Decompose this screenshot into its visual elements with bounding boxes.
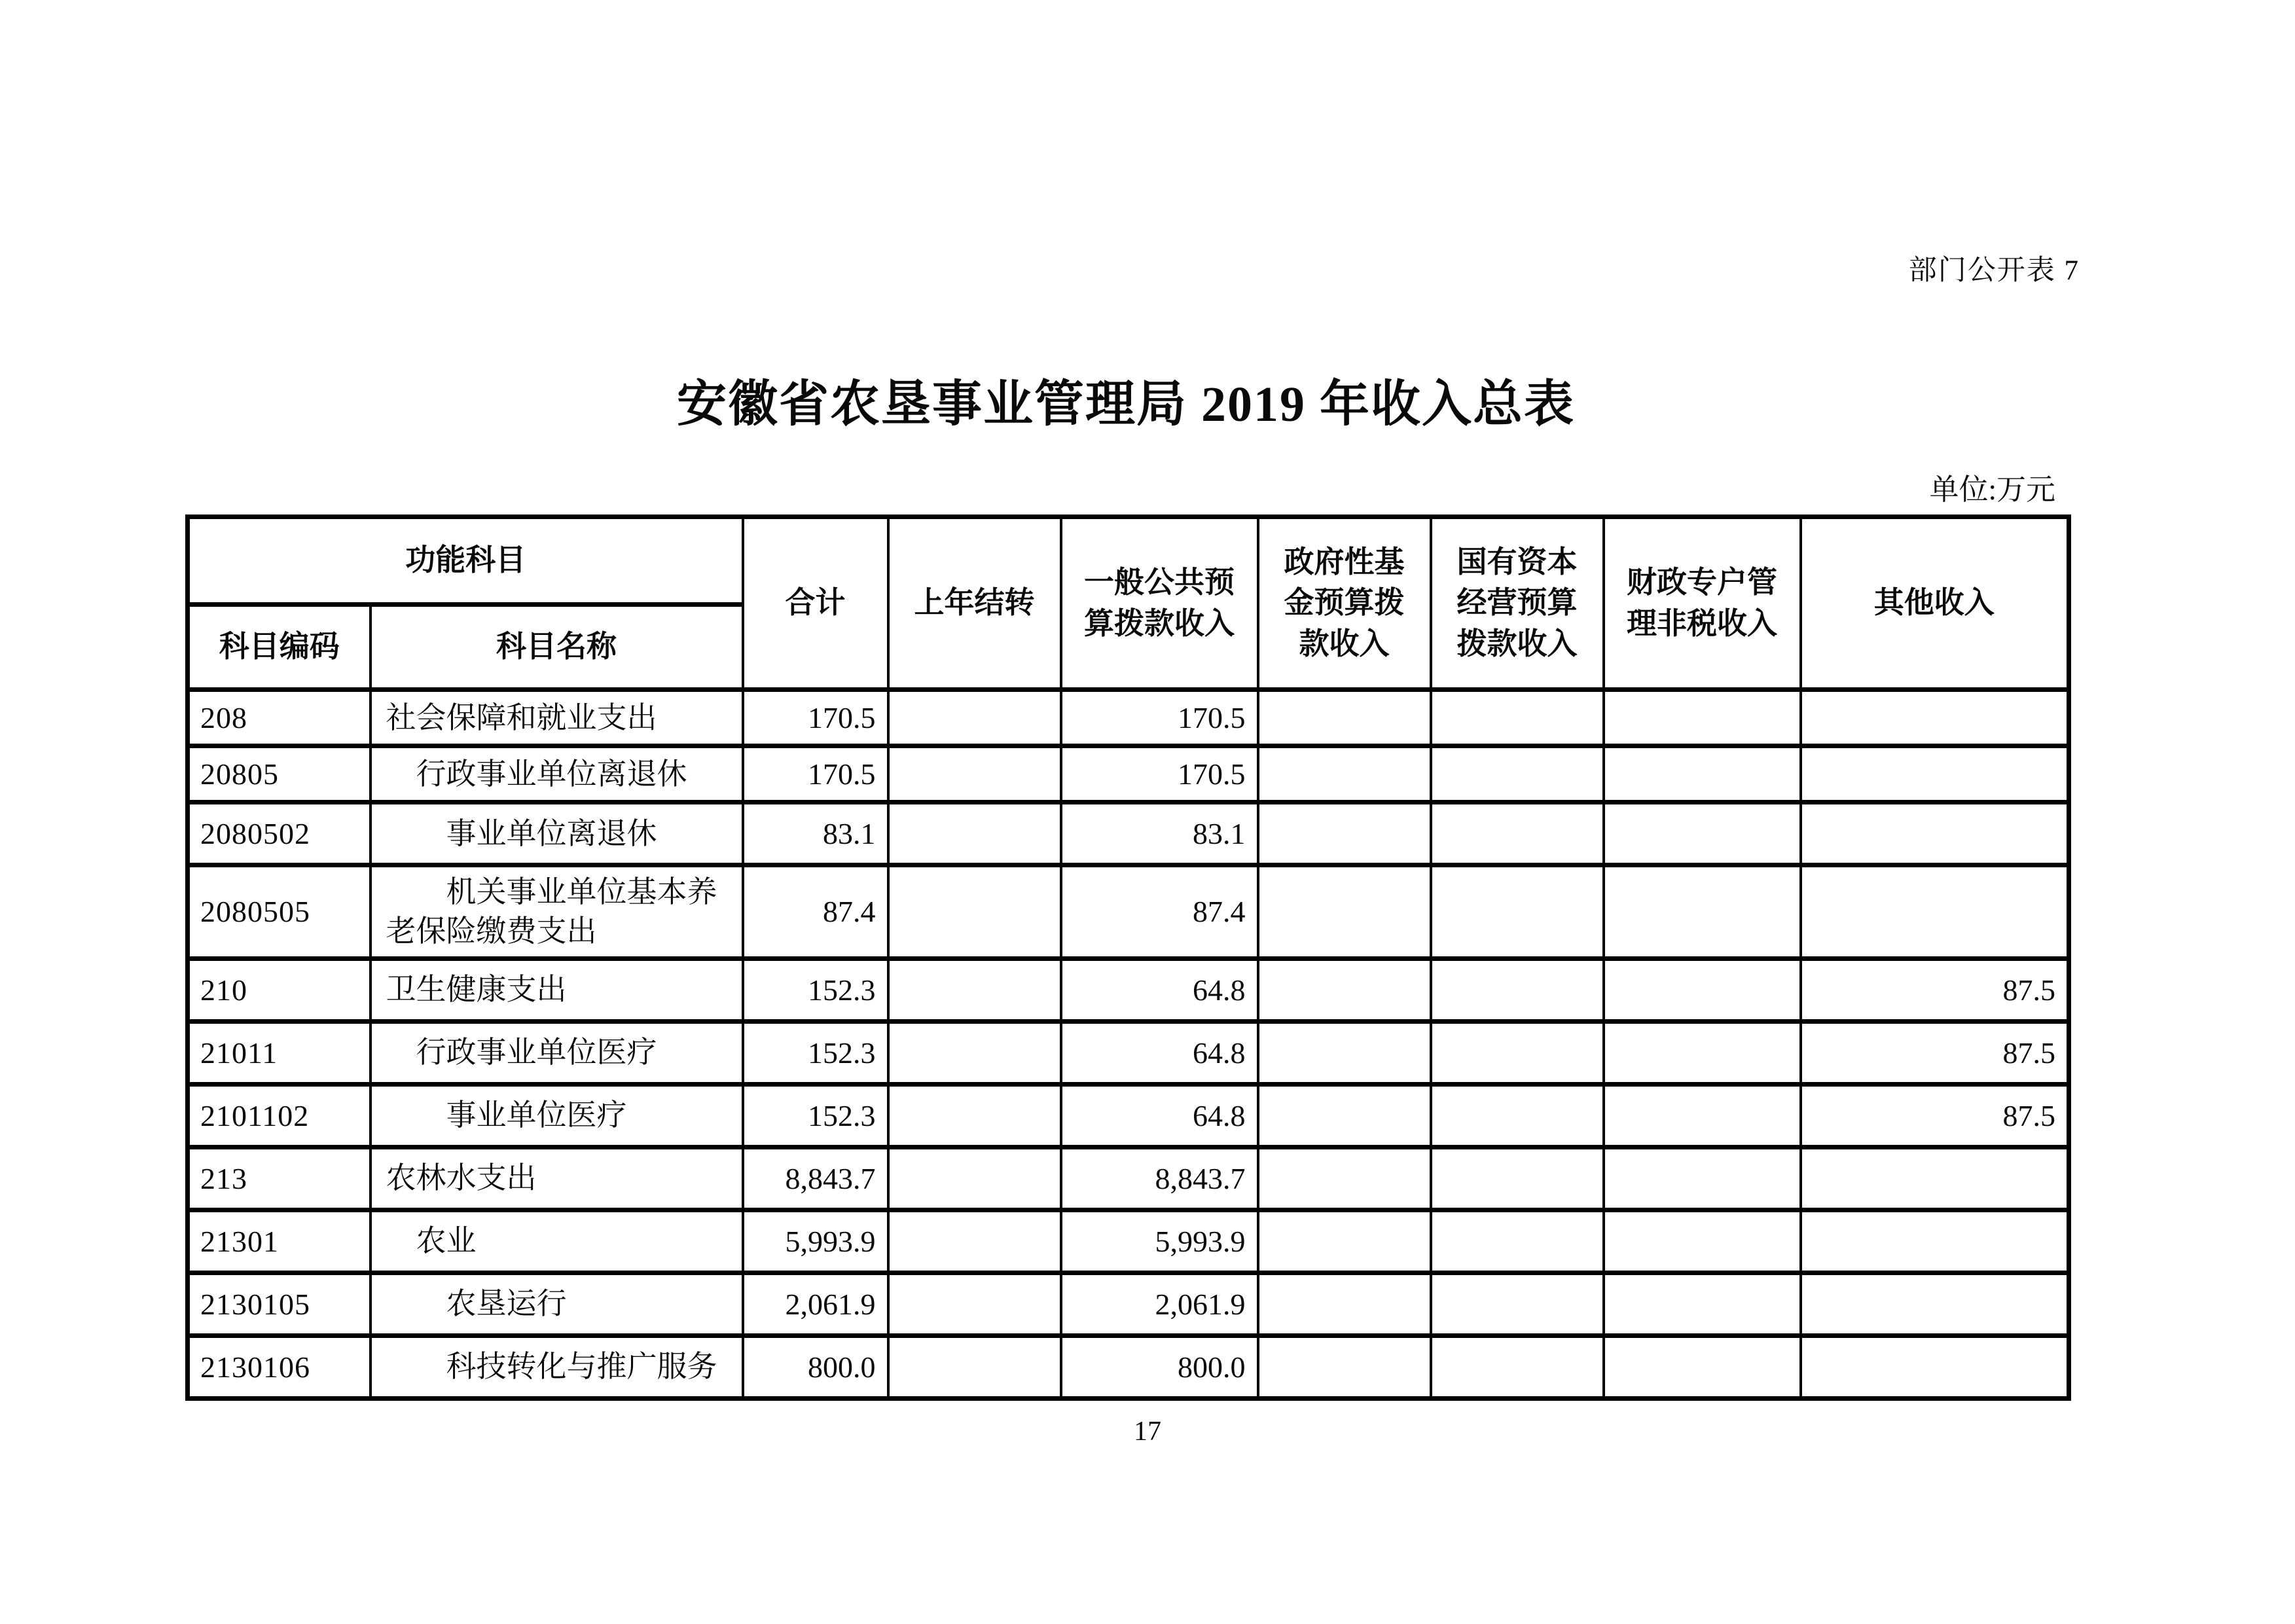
government-fund-cell — [1258, 958, 1431, 1021]
general-public-budget-cell: 64.8 — [1061, 1084, 1258, 1147]
table-row — [188, 746, 2069, 803]
carryover-cell — [888, 746, 1061, 803]
general-public-budget-cell: 170.5 — [1061, 746, 1258, 803]
subject-name-cell: 行政事业单位医疗 — [370, 1021, 743, 1084]
subject-code-cell: 208 — [188, 690, 370, 746]
table-row — [188, 958, 2069, 1021]
table-row — [188, 1084, 2069, 1147]
header-fiscal-special-account: 财政专户管理非税收入 — [1604, 517, 1801, 690]
carryover-cell — [888, 803, 1061, 865]
carryover-cell — [888, 1272, 1061, 1335]
header-other-income: 其他收入 — [1801, 517, 2069, 690]
subject-code-cell: 2080505 — [188, 865, 370, 959]
total-cell: 5,993.9 — [743, 1210, 888, 1272]
subject-name-cell: 卫生健康支出 — [370, 958, 743, 1021]
subject-code-cell: 21011 — [188, 1021, 370, 1084]
subject-code-cell: 2130105 — [188, 1272, 370, 1335]
table-row — [188, 1147, 2069, 1210]
other-income-cell — [1801, 1210, 2069, 1272]
state-capital-cell — [1431, 803, 1604, 865]
other-income-cell — [1801, 1147, 2069, 1210]
total-cell: 800.0 — [743, 1335, 888, 1398]
fiscal-special-account-cell — [1604, 746, 1801, 803]
other-income-cell: 87.5 — [1801, 1021, 2069, 1084]
subject-name-cell: 行政事业单位离退休 — [370, 746, 743, 803]
table-row — [188, 1021, 2069, 1084]
carryover-cell — [888, 1021, 1061, 1084]
government-fund-cell — [1258, 1335, 1431, 1398]
page-number: 17 — [1134, 1416, 1161, 1447]
fiscal-special-account-cell — [1604, 690, 1801, 746]
subject-name-cell: 农垦运行 — [370, 1272, 743, 1335]
other-income-cell — [1801, 1335, 2069, 1398]
government-fund-cell — [1258, 865, 1431, 959]
general-public-budget-cell: 64.8 — [1061, 958, 1258, 1021]
government-fund-cell — [1258, 1084, 1431, 1147]
other-income-cell: 87.5 — [1801, 1084, 2069, 1147]
general-public-budget-cell: 5,993.9 — [1061, 1210, 1258, 1272]
state-capital-cell — [1431, 1084, 1604, 1147]
fiscal-special-account-cell — [1604, 1147, 1801, 1210]
total-cell: 83.1 — [743, 803, 888, 865]
total-cell: 2,061.9 — [743, 1272, 888, 1335]
table-row — [188, 690, 2069, 746]
general-public-budget-cell: 83.1 — [1061, 803, 1258, 865]
government-fund-cell — [1258, 1147, 1431, 1210]
government-fund-cell — [1258, 690, 1431, 746]
total-cell: 152.3 — [743, 1021, 888, 1084]
total-cell: 87.4 — [743, 865, 888, 959]
doc-label: 部门公开表 7 — [1908, 255, 2080, 286]
carryover-cell — [888, 1210, 1061, 1272]
general-public-budget-cell: 64.8 — [1061, 1021, 1258, 1084]
government-fund-cell — [1258, 1021, 1431, 1084]
carryover-cell — [888, 865, 1061, 959]
total-cell: 170.5 — [743, 746, 888, 803]
fiscal-special-account-cell — [1604, 1272, 1801, 1335]
state-capital-cell — [1431, 1272, 1604, 1335]
general-public-budget-cell: 8,843.7 — [1061, 1147, 1258, 1210]
subject-name-cell: 科技转化与推广服务 — [370, 1335, 743, 1398]
carryover-cell — [888, 958, 1061, 1021]
subject-name-cell: 社会保障和就业支出 — [370, 690, 743, 746]
total-cell: 152.3 — [743, 1084, 888, 1147]
subject-name-cell: 事业单位医疗 — [370, 1084, 743, 1147]
state-capital-cell — [1431, 746, 1604, 803]
header-total: 合计 — [743, 517, 888, 690]
fiscal-special-account-cell — [1604, 1210, 1801, 1272]
table-row — [188, 1272, 2069, 1335]
government-fund-cell — [1258, 746, 1431, 803]
subject-name-cell: 事业单位离退休 — [370, 803, 743, 865]
table-body — [188, 690, 2069, 1399]
header-general-public-budget: 一般公共预算拨款收入 — [1061, 517, 1258, 690]
fiscal-special-account-cell — [1604, 1335, 1801, 1398]
table-header — [188, 517, 2069, 690]
table-row — [188, 865, 2069, 959]
header-carryover: 上年结转 — [888, 517, 1061, 690]
subject-code-cell: 213 — [188, 1147, 370, 1210]
subject-name-cell: 机关事业单位基本养老保险缴费支出 — [370, 865, 743, 959]
total-cell: 170.5 — [743, 690, 888, 746]
fiscal-special-account-cell — [1604, 1084, 1801, 1147]
other-income-cell — [1801, 690, 2069, 746]
other-income-cell — [1801, 746, 2069, 803]
header-subject-code: 科目编码 — [188, 605, 370, 690]
fiscal-special-account-cell — [1604, 958, 1801, 1021]
page-title: 安徽省农垦事业管理局 2019 年收入总表 — [677, 377, 1575, 432]
subject-code-cell: 210 — [188, 958, 370, 1021]
state-capital-cell — [1431, 1147, 1604, 1210]
carryover-cell — [888, 690, 1061, 746]
table-row — [188, 1335, 2069, 1398]
fiscal-special-account-cell — [1604, 803, 1801, 865]
other-income-cell — [1801, 865, 2069, 959]
fiscal-special-account-cell — [1604, 865, 1801, 959]
state-capital-cell — [1431, 958, 1604, 1021]
other-income-cell — [1801, 803, 2069, 865]
subject-code-cell: 2080502 — [188, 803, 370, 865]
carryover-cell — [888, 1084, 1061, 1147]
table-row — [188, 1210, 2069, 1272]
state-capital-cell — [1431, 1021, 1604, 1084]
unit-note: 单位:万元 — [1929, 473, 2055, 506]
government-fund-cell — [1258, 803, 1431, 865]
general-public-budget-cell: 800.0 — [1061, 1335, 1258, 1398]
state-capital-cell — [1431, 1210, 1604, 1272]
subject-code-cell: 20805 — [188, 746, 370, 803]
fiscal-special-account-cell — [1604, 1021, 1801, 1084]
other-income-cell — [1801, 1272, 2069, 1335]
header-state-capital: 国有资本经营预算拨款收入 — [1431, 517, 1604, 690]
state-capital-cell — [1431, 1335, 1604, 1398]
header-functional-subject: 功能科目 — [188, 517, 743, 605]
income-table — [185, 514, 2071, 1401]
subject-code-cell: 2130106 — [188, 1335, 370, 1398]
general-public-budget-cell: 2,061.9 — [1061, 1272, 1258, 1335]
header-government-fund: 政府性基金预算拨款收入 — [1258, 517, 1431, 690]
government-fund-cell — [1258, 1272, 1431, 1335]
total-cell: 8,843.7 — [743, 1147, 888, 1210]
header-subject-name: 科目名称 — [370, 605, 743, 690]
subject-name-cell: 农业 — [370, 1210, 743, 1272]
carryover-cell — [888, 1335, 1061, 1398]
subject-code-cell: 2101102 — [188, 1084, 370, 1147]
state-capital-cell — [1431, 690, 1604, 746]
carryover-cell — [888, 1147, 1061, 1210]
other-income-cell: 87.5 — [1801, 958, 2069, 1021]
total-cell: 152.3 — [743, 958, 888, 1021]
general-public-budget-cell: 170.5 — [1061, 690, 1258, 746]
general-public-budget-cell: 87.4 — [1061, 865, 1258, 959]
state-capital-cell — [1431, 865, 1604, 959]
subject-code-cell: 21301 — [188, 1210, 370, 1272]
table-row — [188, 803, 2069, 865]
government-fund-cell — [1258, 1210, 1431, 1272]
subject-name-cell: 农林水支出 — [370, 1147, 743, 1210]
